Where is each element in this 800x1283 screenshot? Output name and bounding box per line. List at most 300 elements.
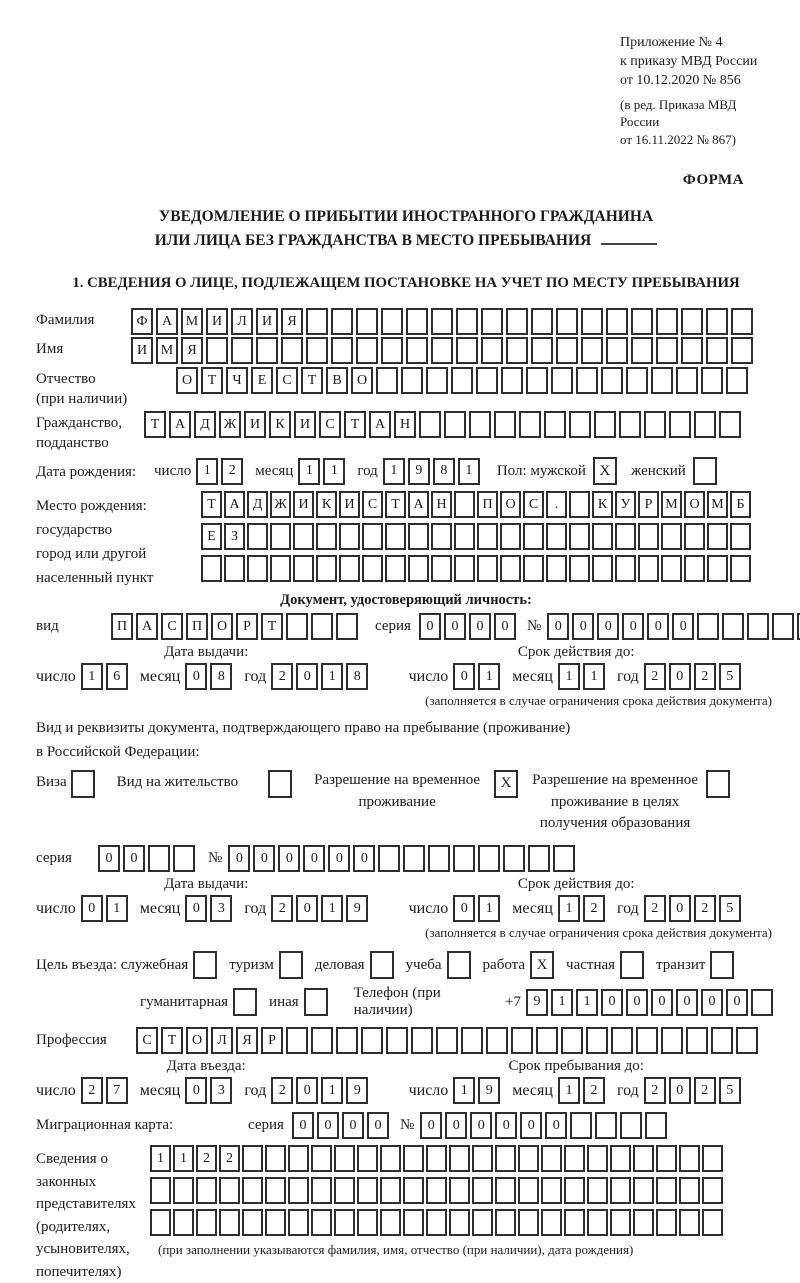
char-box[interactable]: 0 xyxy=(342,1112,364,1139)
char-box[interactable] xyxy=(569,411,591,438)
char-box[interactable]: 0 xyxy=(601,989,623,1016)
char-box[interactable]: Т xyxy=(385,491,406,518)
char-box[interactable]: Д xyxy=(194,411,216,438)
char-box[interactable]: 0 xyxy=(81,895,103,922)
char-box[interactable] xyxy=(231,337,253,364)
char-box[interactable] xyxy=(681,308,703,335)
char-box[interactable] xyxy=(242,1145,263,1172)
char-box[interactable]: 0 xyxy=(701,989,723,1016)
char-box[interactable]: Я xyxy=(236,1027,258,1054)
char-box[interactable] xyxy=(247,523,268,550)
char-box[interactable] xyxy=(576,367,598,394)
char-box[interactable] xyxy=(357,1145,378,1172)
purpose-business-checkbox[interactable] xyxy=(370,951,394,979)
char-box[interactable] xyxy=(523,523,544,550)
char-box[interactable]: А xyxy=(136,613,158,640)
char-box[interactable] xyxy=(428,845,450,872)
char-box[interactable] xyxy=(569,491,590,518)
char-box[interactable]: Т xyxy=(161,1027,183,1054)
char-box[interactable]: Е xyxy=(201,523,222,550)
char-box[interactable] xyxy=(173,845,195,872)
char-box[interactable]: 0 xyxy=(494,613,516,640)
char-box[interactable]: В xyxy=(326,367,348,394)
char-box[interactable]: 0 xyxy=(296,1077,318,1104)
char-box[interactable] xyxy=(150,1177,171,1204)
char-box[interactable]: И xyxy=(131,337,153,364)
char-box[interactable] xyxy=(500,555,521,582)
char-box[interactable]: С xyxy=(276,367,298,394)
char-box[interactable]: Б xyxy=(730,491,751,518)
char-box[interactable] xyxy=(476,367,498,394)
char-box[interactable]: 0 xyxy=(453,663,475,690)
char-box[interactable]: Р xyxy=(261,1027,283,1054)
char-box[interactable] xyxy=(606,337,628,364)
char-box[interactable]: 7 xyxy=(106,1077,128,1104)
char-box[interactable] xyxy=(661,555,682,582)
char-box[interactable] xyxy=(684,555,705,582)
char-box[interactable] xyxy=(676,367,698,394)
char-box[interactable] xyxy=(265,1209,286,1236)
char-box[interactable]: С xyxy=(362,491,383,518)
char-box[interactable] xyxy=(311,1027,333,1054)
char-box[interactable] xyxy=(449,1145,470,1172)
char-box[interactable] xyxy=(173,1177,194,1204)
char-box[interactable] xyxy=(242,1209,263,1236)
purpose-work-checkbox[interactable]: X xyxy=(530,951,554,979)
char-box[interactable] xyxy=(702,1209,723,1236)
char-box[interactable] xyxy=(731,337,753,364)
char-box[interactable] xyxy=(293,555,314,582)
char-box[interactable]: Р xyxy=(236,613,258,640)
char-box[interactable] xyxy=(219,1177,240,1204)
char-box[interactable]: 0 xyxy=(647,613,669,640)
char-box[interactable] xyxy=(495,1209,516,1236)
char-box[interactable] xyxy=(706,337,728,364)
char-box[interactable] xyxy=(546,555,567,582)
char-box[interactable] xyxy=(408,523,429,550)
char-box[interactable]: 0 xyxy=(185,663,207,690)
char-box[interactable] xyxy=(656,1177,677,1204)
char-box[interactable] xyxy=(431,308,453,335)
char-box[interactable]: Т xyxy=(144,411,166,438)
char-box[interactable] xyxy=(444,411,466,438)
purpose-tourism-checkbox[interactable] xyxy=(279,951,303,979)
char-box[interactable] xyxy=(528,845,550,872)
char-box[interactable] xyxy=(453,845,475,872)
char-box[interactable]: С xyxy=(319,411,341,438)
char-box[interactable] xyxy=(644,411,666,438)
char-box[interactable]: 1 xyxy=(558,663,580,690)
char-box[interactable] xyxy=(381,308,403,335)
char-box[interactable]: 1 xyxy=(321,895,343,922)
char-box[interactable]: Т xyxy=(201,491,222,518)
char-box[interactable]: 1 xyxy=(583,663,605,690)
char-box[interactable] xyxy=(587,1145,608,1172)
char-box[interactable] xyxy=(281,337,303,364)
char-box[interactable]: 0 xyxy=(328,845,350,872)
char-box[interactable] xyxy=(361,1027,383,1054)
char-box[interactable] xyxy=(679,1145,700,1172)
char-box[interactable] xyxy=(586,1027,608,1054)
char-box[interactable] xyxy=(311,1177,332,1204)
char-box[interactable]: 1 xyxy=(478,895,500,922)
char-box[interactable] xyxy=(148,845,170,872)
char-box[interactable]: 0 xyxy=(292,1112,314,1139)
char-box[interactable] xyxy=(679,1177,700,1204)
char-box[interactable] xyxy=(362,523,383,550)
char-box[interactable]: 1 xyxy=(196,458,218,485)
char-box[interactable]: И xyxy=(256,308,278,335)
char-box[interactable] xyxy=(730,523,751,550)
char-box[interactable] xyxy=(334,1177,355,1204)
char-box[interactable] xyxy=(631,337,653,364)
char-box[interactable]: 1 xyxy=(558,895,580,922)
char-box[interactable]: Я xyxy=(181,337,203,364)
char-box[interactable]: А xyxy=(169,411,191,438)
char-box[interactable] xyxy=(556,337,578,364)
char-box[interactable] xyxy=(606,308,628,335)
char-box[interactable] xyxy=(679,1209,700,1236)
char-box[interactable] xyxy=(336,1027,358,1054)
char-box[interactable] xyxy=(356,337,378,364)
char-box[interactable] xyxy=(406,337,428,364)
char-box[interactable] xyxy=(469,411,491,438)
char-box[interactable] xyxy=(526,367,548,394)
char-box[interactable] xyxy=(506,337,528,364)
char-box[interactable]: 5 xyxy=(719,895,741,922)
char-box[interactable] xyxy=(569,523,590,550)
char-box[interactable] xyxy=(385,555,406,582)
char-box[interactable] xyxy=(564,1209,585,1236)
char-box[interactable]: Д xyxy=(247,491,268,518)
char-box[interactable]: 0 xyxy=(622,613,644,640)
char-box[interactable] xyxy=(426,367,448,394)
char-box[interactable] xyxy=(403,1209,424,1236)
char-box[interactable] xyxy=(661,523,682,550)
char-box[interactable] xyxy=(306,308,328,335)
gender-male-checkbox[interactable]: X xyxy=(593,457,617,485)
char-box[interactable] xyxy=(633,1145,654,1172)
char-box[interactable]: 1 xyxy=(321,1077,343,1104)
char-box[interactable]: С xyxy=(161,613,183,640)
char-box[interactable] xyxy=(519,411,541,438)
char-box[interactable]: 1 xyxy=(453,1077,475,1104)
char-box[interactable] xyxy=(726,367,748,394)
char-box[interactable] xyxy=(461,1027,483,1054)
char-box[interactable]: О xyxy=(500,491,521,518)
char-box[interactable]: М xyxy=(181,308,203,335)
char-box[interactable] xyxy=(224,555,245,582)
char-box[interactable]: 2 xyxy=(271,663,293,690)
char-box[interactable]: 0 xyxy=(669,895,691,922)
char-box[interactable]: 1 xyxy=(150,1145,171,1172)
char-box[interactable]: 9 xyxy=(408,458,430,485)
char-box[interactable] xyxy=(531,308,553,335)
char-box[interactable]: 0 xyxy=(651,989,673,1016)
char-box[interactable] xyxy=(472,1177,493,1204)
char-box[interactable] xyxy=(362,555,383,582)
char-box[interactable] xyxy=(564,1145,585,1172)
char-box[interactable]: 2 xyxy=(694,1077,716,1104)
char-box[interactable]: А xyxy=(369,411,391,438)
char-box[interactable]: 1 xyxy=(321,663,343,690)
char-box[interactable]: 0 xyxy=(419,613,441,640)
char-box[interactable]: 0 xyxy=(253,845,275,872)
char-box[interactable]: 1 xyxy=(551,989,573,1016)
char-box[interactable] xyxy=(242,1177,263,1204)
char-box[interactable]: 0 xyxy=(420,1112,442,1139)
char-box[interactable] xyxy=(477,555,498,582)
residence-permit-checkbox[interactable] xyxy=(268,770,292,798)
char-box[interactable] xyxy=(385,523,406,550)
char-box[interactable] xyxy=(707,555,728,582)
char-box[interactable] xyxy=(403,1145,424,1172)
char-box[interactable]: Я xyxy=(281,308,303,335)
char-box[interactable]: 2 xyxy=(694,663,716,690)
char-box[interactable] xyxy=(633,1177,654,1204)
char-box[interactable] xyxy=(501,367,523,394)
char-box[interactable]: О xyxy=(176,367,198,394)
char-box[interactable] xyxy=(256,337,278,364)
char-box[interactable] xyxy=(684,523,705,550)
char-box[interactable] xyxy=(456,337,478,364)
char-box[interactable] xyxy=(556,308,578,335)
edu-permit-checkbox[interactable] xyxy=(706,770,730,798)
char-box[interactable] xyxy=(722,613,744,640)
char-box[interactable] xyxy=(431,337,453,364)
char-box[interactable] xyxy=(651,367,673,394)
char-box[interactable] xyxy=(619,411,641,438)
char-box[interactable]: Ж xyxy=(219,411,241,438)
char-box[interactable] xyxy=(339,523,360,550)
char-box[interactable] xyxy=(518,1145,539,1172)
char-box[interactable]: 0 xyxy=(367,1112,389,1139)
char-box[interactable] xyxy=(270,555,291,582)
char-box[interactable] xyxy=(339,555,360,582)
char-box[interactable] xyxy=(380,1177,401,1204)
char-box[interactable] xyxy=(581,337,603,364)
char-box[interactable] xyxy=(656,337,678,364)
char-box[interactable] xyxy=(431,555,452,582)
char-box[interactable] xyxy=(656,1145,677,1172)
char-box[interactable] xyxy=(481,308,503,335)
char-box[interactable]: Л xyxy=(211,1027,233,1054)
char-box[interactable] xyxy=(772,613,794,640)
char-box[interactable] xyxy=(357,1177,378,1204)
char-box[interactable] xyxy=(334,1209,355,1236)
char-box[interactable]: Т xyxy=(344,411,366,438)
char-box[interactable] xyxy=(523,555,544,582)
char-box[interactable] xyxy=(386,1027,408,1054)
char-box[interactable]: 1 xyxy=(323,458,345,485)
char-box[interactable]: И xyxy=(206,308,228,335)
char-box[interactable]: 0 xyxy=(520,1112,542,1139)
char-box[interactable]: 0 xyxy=(572,613,594,640)
char-box[interactable] xyxy=(311,1209,332,1236)
char-box[interactable] xyxy=(595,1112,617,1139)
char-box[interactable] xyxy=(531,337,553,364)
char-box[interactable] xyxy=(707,523,728,550)
char-box[interactable] xyxy=(247,555,268,582)
char-box[interactable]: 0 xyxy=(123,845,145,872)
char-box[interactable] xyxy=(436,1027,458,1054)
char-box[interactable]: . xyxy=(546,491,567,518)
purpose-study-checkbox[interactable] xyxy=(447,951,471,979)
char-box[interactable] xyxy=(449,1209,470,1236)
char-box[interactable]: 2 xyxy=(644,663,666,690)
char-box[interactable] xyxy=(631,308,653,335)
char-box[interactable]: М xyxy=(707,491,728,518)
char-box[interactable] xyxy=(511,1027,533,1054)
char-box[interactable] xyxy=(150,1209,171,1236)
char-box[interactable] xyxy=(697,613,719,640)
char-box[interactable] xyxy=(701,367,723,394)
char-box[interactable] xyxy=(456,308,478,335)
char-box[interactable]: Т xyxy=(301,367,323,394)
char-box[interactable] xyxy=(594,411,616,438)
char-box[interactable] xyxy=(472,1209,493,1236)
char-box[interactable] xyxy=(536,1027,558,1054)
char-box[interactable]: 0 xyxy=(672,613,694,640)
purpose-humanitarian-checkbox[interactable] xyxy=(233,988,257,1016)
char-box[interactable]: И xyxy=(293,491,314,518)
char-box[interactable] xyxy=(610,1209,631,1236)
char-box[interactable] xyxy=(736,1027,758,1054)
char-box[interactable]: 1 xyxy=(81,663,103,690)
char-box[interactable] xyxy=(719,411,741,438)
char-box[interactable] xyxy=(331,308,353,335)
char-box[interactable]: О xyxy=(351,367,373,394)
char-box[interactable]: 2 xyxy=(219,1145,240,1172)
char-box[interactable]: О xyxy=(211,613,233,640)
char-box[interactable] xyxy=(730,555,751,582)
char-box[interactable] xyxy=(403,845,425,872)
char-box[interactable] xyxy=(408,555,429,582)
char-box[interactable] xyxy=(541,1145,562,1172)
char-box[interactable] xyxy=(706,308,728,335)
char-box[interactable]: И xyxy=(339,491,360,518)
char-box[interactable] xyxy=(633,1209,654,1236)
char-box[interactable] xyxy=(500,523,521,550)
char-box[interactable] xyxy=(702,1177,723,1204)
char-box[interactable]: 9 xyxy=(526,989,548,1016)
char-box[interactable] xyxy=(495,1145,516,1172)
char-box[interactable] xyxy=(381,337,403,364)
char-box[interactable]: П xyxy=(111,613,133,640)
char-box[interactable]: 0 xyxy=(228,845,250,872)
char-box[interactable]: 1 xyxy=(383,458,405,485)
char-box[interactable] xyxy=(503,845,525,872)
char-box[interactable]: М xyxy=(661,491,682,518)
char-box[interactable]: 0 xyxy=(296,663,318,690)
char-box[interactable] xyxy=(288,1177,309,1204)
char-box[interactable] xyxy=(686,1027,708,1054)
char-box[interactable] xyxy=(311,613,333,640)
char-box[interactable]: 1 xyxy=(576,989,598,1016)
char-box[interactable]: К xyxy=(592,491,613,518)
gender-female-checkbox[interactable] xyxy=(693,457,717,485)
char-box[interactable] xyxy=(201,555,222,582)
char-box[interactable]: 2 xyxy=(81,1077,103,1104)
char-box[interactable] xyxy=(336,613,358,640)
char-box[interactable] xyxy=(196,1209,217,1236)
char-box[interactable] xyxy=(694,411,716,438)
char-box[interactable] xyxy=(551,367,573,394)
char-box[interactable]: П xyxy=(477,491,498,518)
char-box[interactable]: 1 xyxy=(558,1077,580,1104)
char-box[interactable] xyxy=(506,308,528,335)
char-box[interactable]: О xyxy=(684,491,705,518)
char-box[interactable]: З xyxy=(224,523,245,550)
char-box[interactable] xyxy=(553,845,575,872)
char-box[interactable]: Л xyxy=(231,308,253,335)
char-box[interactable] xyxy=(656,308,678,335)
char-box[interactable] xyxy=(564,1177,585,1204)
char-box[interactable]: 1 xyxy=(173,1145,194,1172)
char-box[interactable]: 2 xyxy=(583,1077,605,1104)
purpose-transit-checkbox[interactable] xyxy=(710,951,734,979)
char-box[interactable] xyxy=(454,523,475,550)
char-box[interactable] xyxy=(569,555,590,582)
char-box[interactable] xyxy=(478,845,500,872)
char-box[interactable]: Т xyxy=(261,613,283,640)
char-box[interactable] xyxy=(711,1027,733,1054)
char-box[interactable]: 3 xyxy=(210,895,232,922)
char-box[interactable]: 0 xyxy=(445,1112,467,1139)
char-box[interactable]: 0 xyxy=(626,989,648,1016)
visa-checkbox[interactable] xyxy=(71,770,95,798)
char-box[interactable] xyxy=(451,367,473,394)
char-box[interactable] xyxy=(286,1027,308,1054)
char-box[interactable] xyxy=(331,337,353,364)
char-box[interactable] xyxy=(636,1027,658,1054)
char-box[interactable] xyxy=(494,411,516,438)
char-box[interactable] xyxy=(587,1177,608,1204)
char-box[interactable] xyxy=(270,523,291,550)
char-box[interactable] xyxy=(518,1209,539,1236)
char-box[interactable]: 6 xyxy=(106,663,128,690)
char-box[interactable] xyxy=(426,1209,447,1236)
char-box[interactable] xyxy=(486,1027,508,1054)
char-box[interactable]: 9 xyxy=(346,895,368,922)
char-box[interactable]: А xyxy=(408,491,429,518)
char-box[interactable] xyxy=(477,523,498,550)
char-box[interactable] xyxy=(747,613,769,640)
char-box[interactable]: 0 xyxy=(98,845,120,872)
char-box[interactable]: 0 xyxy=(470,1112,492,1139)
char-box[interactable]: П xyxy=(186,613,208,640)
char-box[interactable] xyxy=(306,337,328,364)
char-box[interactable]: 9 xyxy=(346,1077,368,1104)
char-box[interactable] xyxy=(656,1209,677,1236)
char-box[interactable] xyxy=(406,308,428,335)
char-box[interactable] xyxy=(541,1209,562,1236)
char-box[interactable] xyxy=(592,555,613,582)
char-box[interactable]: С xyxy=(136,1027,158,1054)
char-box[interactable] xyxy=(401,367,423,394)
char-box[interactable] xyxy=(681,337,703,364)
char-box[interactable]: 1 xyxy=(478,663,500,690)
char-box[interactable] xyxy=(334,1145,355,1172)
char-box[interactable] xyxy=(431,523,452,550)
char-box[interactable]: 5 xyxy=(719,1077,741,1104)
char-box[interactable] xyxy=(426,1177,447,1204)
char-box[interactable] xyxy=(316,523,337,550)
char-box[interactable] xyxy=(481,337,503,364)
char-box[interactable]: 0 xyxy=(669,1077,691,1104)
char-box[interactable]: 0 xyxy=(545,1112,567,1139)
char-box[interactable] xyxy=(419,411,441,438)
